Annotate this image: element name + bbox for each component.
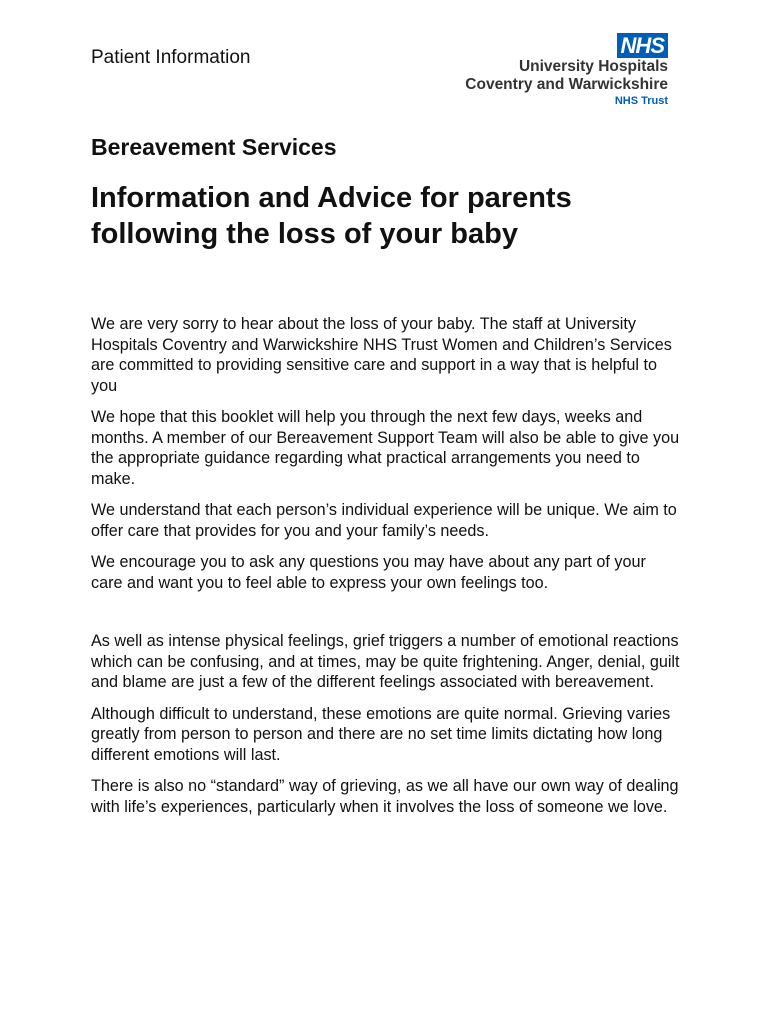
logo-line-2: Coventry and Warwickshire — [465, 76, 668, 93]
body-text — [91, 314, 681, 828]
paragraph: There is also no “standard” way of grieving, as we all have our own way of dealing with life’s experiences, particularly when it involves the loss of someone we love. — [91, 777, 679, 816]
nhs-logo — [465, 33, 668, 108]
logo-line-1: University Hospitals — [518, 58, 668, 75]
paragraph: We hope that this booklet will help you through the next few days, weeks and months. A member of our Bereavement Support Team will also be able to give you the appropriate guidance regarding what practical arrangements you need to make. — [91, 408, 680, 488]
paragraph: We understand that each person’s individual experience will be unique. We aim to offer care that provides for you and your family’s needs. — [91, 501, 677, 540]
paragraph: We are very sorry to hear about the loss of your baby. The staff at University Hospitals Coventry and Warwickshire NHS Trust Women and Children’s Services are committed to providing sensitive care and support in a way that is helpful to you — [91, 315, 672, 395]
header-label: Patient Information — [91, 47, 251, 68]
section-title: Bereavement Services — [91, 134, 337, 160]
page-title: Information and Advice for parents following the loss of your baby — [91, 182, 572, 250]
paragraph: We encourage you to ask any questions you may have about any part of your care and want you to feel able to express your own feelings too. — [91, 553, 646, 592]
paragraph: As well as intense physical feelings, grief triggers a number of emotional reactions which can be confusing, and at times, may be quite frightening. Anger, denial, guilt and blame are just a few of the different feelings associated with bereavement. — [91, 632, 680, 691]
nhs-badge: NHS — [617, 33, 668, 58]
paragraph: Although difficult to understand, these emotions are quite normal. Grieving varies greatly from person to person and there are no set time limits dictating how long different emotions will last. — [91, 704, 671, 764]
logo-trust: NHS Trust — [614, 95, 668, 107]
